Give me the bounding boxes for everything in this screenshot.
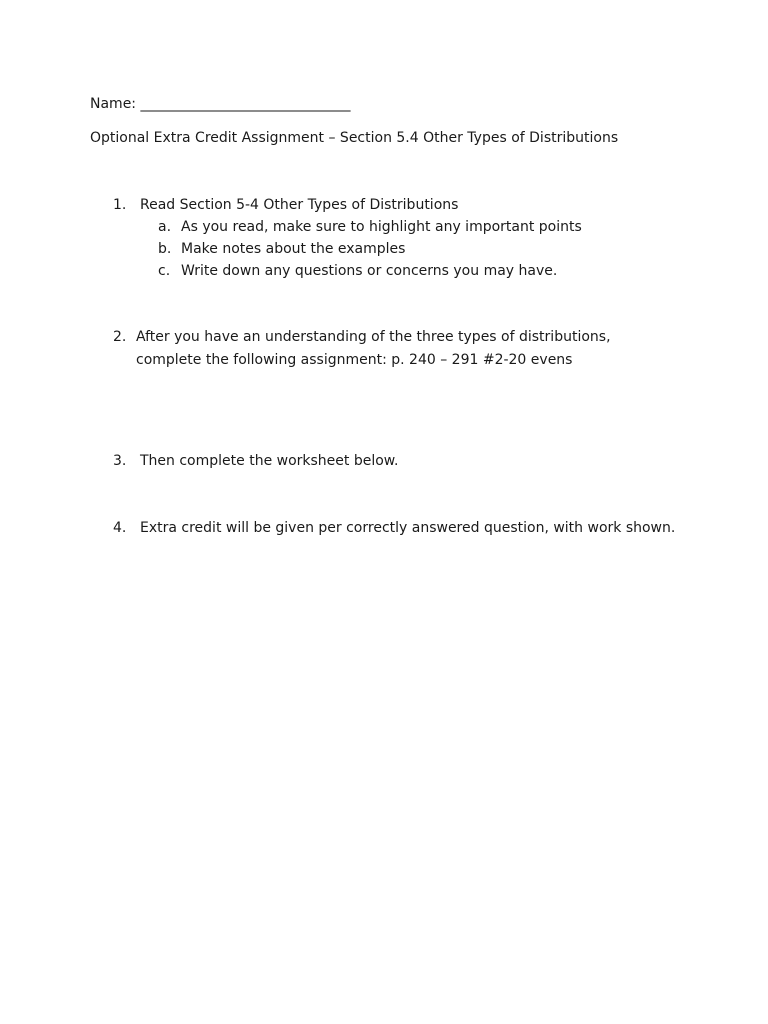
list-number: 4. [113, 520, 127, 536]
list-item-4 [113, 519, 675, 537]
list-item-text: Read Section 5-4 Other Types of Distributions [140, 197, 459, 213]
list-item-1 [113, 196, 458, 214]
list-item-3 [113, 452, 398, 470]
sub-item-text: As you read, make sure to highlight any important points [181, 219, 582, 235]
list-item-2-continuation: complete the following assignment: p. 240 – 291 #2-20 evens [136, 352, 573, 368]
name-field-line: Name: ______________________________ [90, 96, 351, 112]
sub-item-text: Write down any questions or concerns you may have. [181, 263, 558, 279]
sub-letter: c. [158, 263, 171, 279]
list-number: 2. [113, 329, 127, 345]
list-item-text: After you have an understanding of the three types of distributions, [136, 329, 611, 345]
sub-item-b [158, 240, 405, 258]
sub-item-text: Make notes about the examples [181, 241, 406, 257]
list-item-text: Then complete the worksheet below. [140, 453, 399, 469]
list-item-2 [113, 328, 611, 346]
sub-letter: a. [158, 219, 172, 235]
list-item-text: Extra credit will be given per correctly answered question, with work shown. [140, 520, 676, 536]
list-number: 3. [113, 453, 127, 469]
sub-letter: b. [158, 241, 172, 257]
page-title: Optional Extra Credit Assignment – Section 5.4 Other Types of Distributions [90, 130, 619, 146]
sub-item-c [158, 262, 557, 280]
list-number: 1. [113, 197, 127, 213]
sub-item-a [158, 218, 582, 236]
